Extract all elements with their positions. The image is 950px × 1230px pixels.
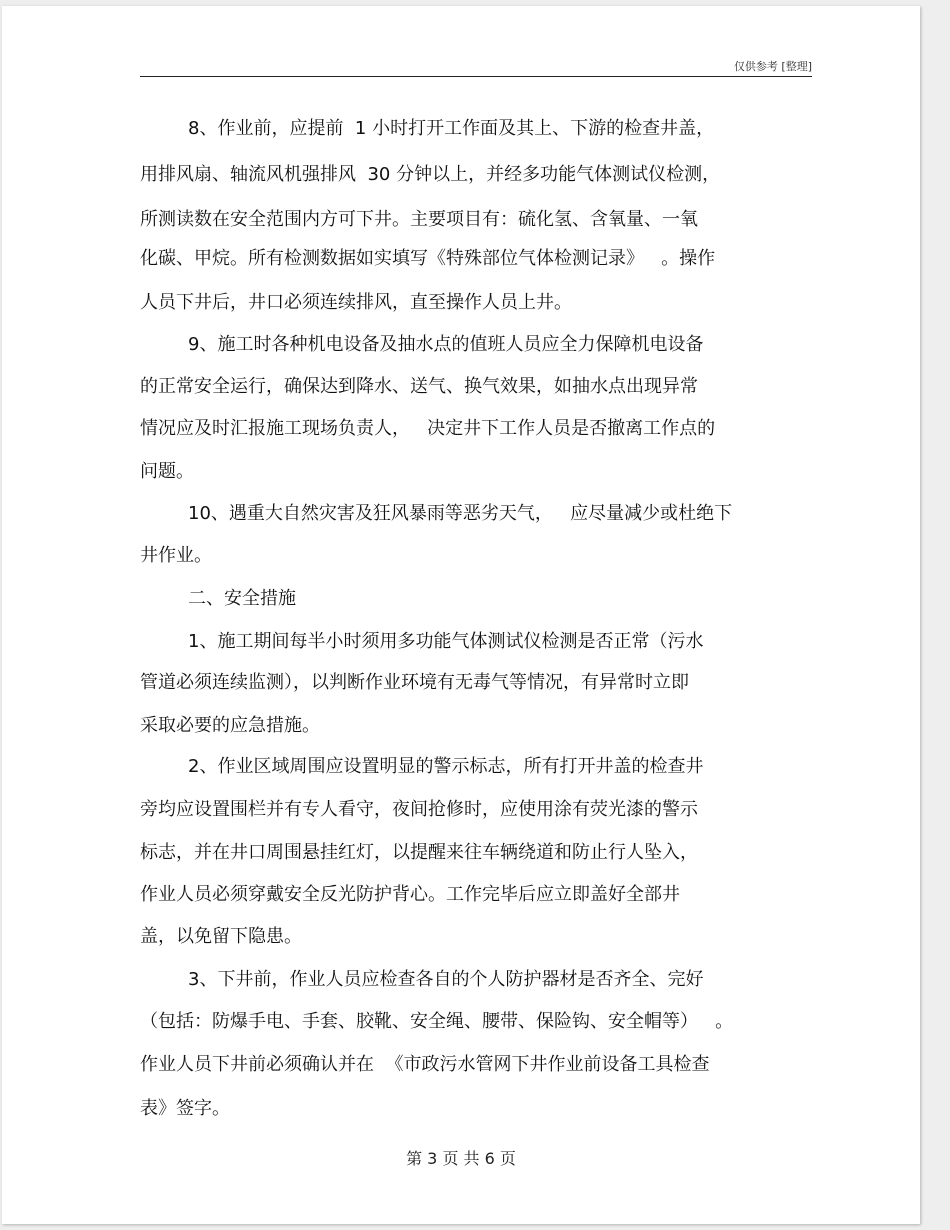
page-number-footer: 第 3 页 共 6 页 — [406, 1149, 516, 1168]
header-rule — [140, 76, 812, 77]
text-line: 作业人员下井前必须确认并在 《市政污水管网下井作业前设备工具检查 — [140, 1054, 710, 1075]
text-line: 9、施工时各种机电设备及抽水点的值班人员应全力保障机电设备 — [188, 334, 704, 355]
text-line: 管道必须连续监测），以判断作业环境有无毒气等情况，有异常时立即 — [140, 672, 689, 693]
text-line: 情况应及时汇报施工现场负责人， 决定井下工作人员是否撤离工作点的 — [140, 418, 716, 439]
page-header-note: 仅供参考 [整理] — [733, 60, 812, 73]
text-line: 所测读数在安全范围内方可下井。主要项目有：硫化氢、含氧量、一氧 — [140, 209, 698, 230]
text-line: 井作业。 — [140, 545, 212, 566]
text-line: 盖，以免留下隐患。 — [140, 926, 302, 947]
text-line: 用排风扇、轴流风机强排风 30 分钟以上，并经多功能气体测试仪检测， — [140, 164, 721, 185]
text-line: 的正常安全运行，确保达到降水、送气、换气效果，如抽水点出现异常 — [140, 376, 698, 397]
text-line: 作业人员必须穿戴安全反光防护背心。工作完毕后应立即盖好全部井 — [140, 884, 680, 905]
text-line: 化碳、甲烷。所有检测数据如实填写《特殊部位气体检测记录》 。操作 — [140, 248, 716, 269]
text-line: 旁均应设置围栏并有专人看守，夜间抢修时，应使用涂有荧光漆的警示 — [140, 799, 698, 820]
text-line: 8、作业前，应提前 1 小时打开工作面及其上、下游的检查井盖， — [188, 118, 715, 139]
text-line: 问题。 — [140, 461, 194, 482]
text-line: 标志，并在井口周围悬挂红灯，以提醒来往车辆绕道和防止行人坠入， — [140, 842, 698, 863]
section-heading: 二、安全措施 — [188, 588, 296, 609]
text-line: 采取必要的应急措施。 — [140, 715, 320, 736]
text-line: 2、作业区域周围应设置明显的警示标志，所有打开井盖的检查井 — [188, 756, 704, 777]
text-line: 1、施工期间每半小时须用多功能气体测试仪检测是否正常（污水 — [188, 631, 704, 652]
text-line: 人员下井后，井口必须连续排风，直至操作人员上井。 — [140, 292, 572, 313]
text-line: 3、下井前，作业人员应检查各自的个人防护器材是否齐全、完好 — [188, 969, 704, 990]
text-line: （包括：防爆手电、手套、胶靴、安全绳、腰带、保险钩、安全帽等） 。 — [140, 1011, 734, 1032]
text-line: 表》签字。 — [140, 1098, 230, 1119]
document-page — [2, 6, 920, 1224]
text-line: 10、遇重大自然灾害及狂风暴雨等恶劣天气， 应尽量减少或杜绝下 — [188, 503, 733, 524]
